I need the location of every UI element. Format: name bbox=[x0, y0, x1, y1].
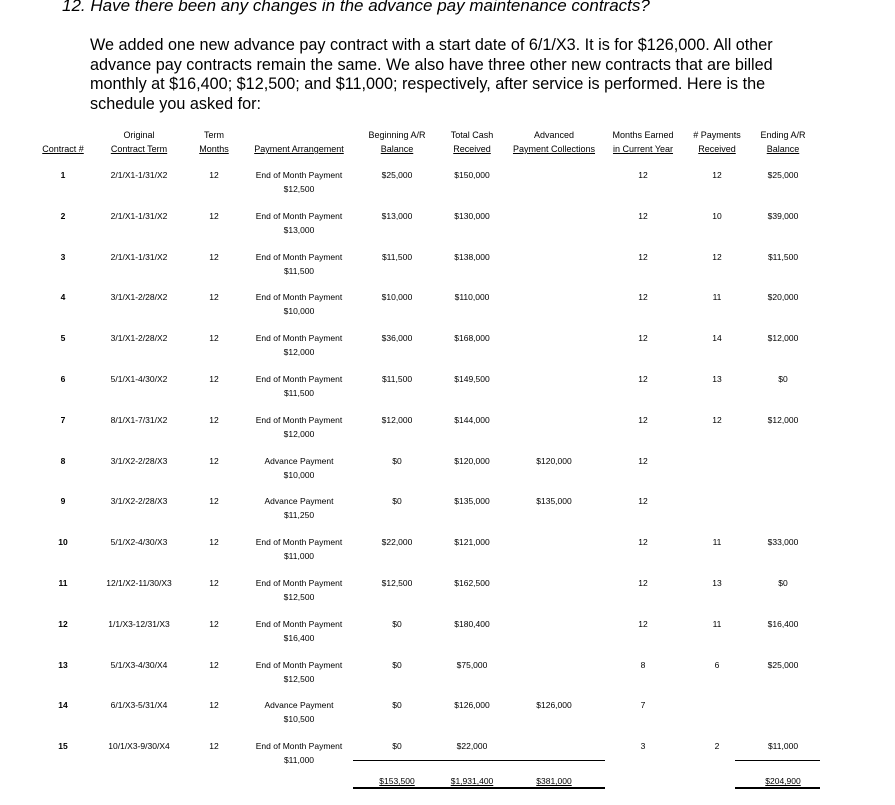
header-beginning bbox=[368, 128, 425, 156]
header-line-underlined: Contract Term bbox=[110, 144, 168, 154]
payment-amount: $12,500 bbox=[283, 183, 315, 194]
ending-ar: $11,000 bbox=[767, 741, 799, 751]
payment-arrangement bbox=[256, 659, 342, 686]
payment-amount: $12,500 bbox=[283, 673, 315, 684]
payment-arrangement bbox=[256, 169, 342, 196]
total-cash: $75,000 bbox=[456, 660, 488, 670]
ending-ar: $0 bbox=[778, 374, 788, 384]
months-earned: 12 bbox=[638, 374, 648, 384]
months-earned: 12 bbox=[638, 619, 648, 629]
term-months: 12 bbox=[209, 333, 219, 343]
total-cash: $149,500 bbox=[454, 374, 490, 384]
payments-received: 11 bbox=[712, 292, 722, 302]
months-earned: 12 bbox=[638, 456, 648, 466]
payment-amount: $10,500 bbox=[283, 713, 315, 724]
contract-term: 10/1/X3-9/30/X4 bbox=[108, 741, 170, 751]
header-line-underlined: Months bbox=[199, 144, 229, 154]
payment-arrangement bbox=[256, 210, 342, 237]
months-earned: 12 bbox=[638, 537, 648, 547]
beginning-ar: $36,000 bbox=[381, 333, 413, 343]
payments-received: 12 bbox=[712, 252, 722, 262]
beginning-ar: $0 bbox=[392, 741, 402, 751]
beginning-ar: $25,000 bbox=[381, 170, 413, 180]
term-months: 12 bbox=[209, 700, 219, 710]
beginning-ar: $10,000 bbox=[381, 292, 413, 302]
contract-term: 8/1/X1-7/31/X2 bbox=[110, 415, 168, 425]
header-line: Beginning A/R bbox=[368, 130, 426, 140]
double-underline bbox=[735, 787, 820, 789]
payment-amount: $12,500 bbox=[283, 591, 315, 602]
header-line bbox=[42, 128, 84, 142]
header-months bbox=[199, 128, 229, 156]
beginning-ar: $22,000 bbox=[381, 537, 413, 547]
payment-amount: $11,250 bbox=[283, 509, 315, 520]
total-cash: $110,000 bbox=[454, 292, 490, 302]
total-ending-ar: $204,900 bbox=[765, 776, 801, 786]
payment-type: End of Month Payment bbox=[255, 537, 343, 547]
term-months: 12 bbox=[209, 211, 219, 221]
payment-amount: $11,500 bbox=[283, 265, 315, 276]
months-earned: 12 bbox=[638, 578, 648, 588]
total-cash-received: $1,931,400 bbox=[450, 776, 494, 786]
contract-number: 13 bbox=[58, 660, 68, 670]
months-earned: 8 bbox=[640, 660, 646, 670]
beginning-ar: $12,500 bbox=[381, 578, 413, 588]
months-earned: 12 bbox=[638, 496, 648, 506]
ending-ar: $20,000 bbox=[767, 292, 799, 302]
header-line-underlined: Received bbox=[453, 144, 491, 154]
header-arrangement bbox=[254, 128, 344, 156]
payment-amount: $11,000 bbox=[283, 550, 315, 561]
payment-amount: $12,000 bbox=[283, 428, 315, 439]
term-months: 12 bbox=[209, 741, 219, 751]
payment-type: End of Month Payment bbox=[255, 374, 343, 384]
payment-amount: $16,400 bbox=[283, 632, 315, 643]
ending-ar: $16,400 bbox=[767, 619, 799, 629]
header-line-underlined: Received bbox=[698, 144, 736, 154]
payment-type: End of Month Payment bbox=[255, 415, 343, 425]
ending-ar: $25,000 bbox=[767, 660, 799, 670]
contract-term: 2/1/X1-1/31/X2 bbox=[110, 170, 168, 180]
total-cash: $168,000 bbox=[454, 333, 490, 343]
contract-number: 9 bbox=[60, 496, 66, 506]
header-line-underlined: Balance bbox=[766, 144, 800, 154]
advanced-payment: $120,000 bbox=[536, 456, 572, 466]
payment-arrangement bbox=[256, 414, 342, 441]
term-months: 12 bbox=[209, 292, 219, 302]
contract-number: 2 bbox=[60, 211, 66, 221]
header-ending bbox=[760, 128, 805, 156]
beginning-ar: $12,000 bbox=[381, 415, 413, 425]
payments-received: 13 bbox=[712, 578, 722, 588]
term-months: 12 bbox=[209, 456, 219, 466]
term-months: 12 bbox=[209, 578, 219, 588]
payment-type: Advance Payment bbox=[264, 700, 334, 710]
header-payments bbox=[693, 128, 741, 156]
sum-line bbox=[353, 760, 605, 761]
total-cash: $126,000 bbox=[454, 700, 490, 710]
total-cash: $180,400 bbox=[454, 619, 490, 629]
contract-number: 15 bbox=[58, 741, 68, 751]
total-cash: $162,500 bbox=[454, 578, 490, 588]
beginning-ar: $0 bbox=[392, 619, 402, 629]
term-months: 12 bbox=[209, 496, 219, 506]
payment-type: End of Month Payment bbox=[255, 170, 343, 180]
total-cash: $144,000 bbox=[454, 415, 490, 425]
contract-number: 8 bbox=[60, 456, 66, 466]
contract-term: 2/1/X1-1/31/X2 bbox=[110, 211, 168, 221]
payment-type: End of Month Payment bbox=[255, 252, 343, 262]
advanced-payment: $135,000 bbox=[536, 496, 572, 506]
beginning-ar: $11,500 bbox=[381, 252, 413, 262]
payments-received: 13 bbox=[712, 374, 722, 384]
contract-term: 5/1/X3-4/30/X4 bbox=[110, 660, 168, 670]
term-months: 12 bbox=[209, 170, 219, 180]
payment-type: End of Month Payment bbox=[255, 660, 343, 670]
ending-ar: $33,000 bbox=[767, 537, 799, 547]
months-earned: 12 bbox=[638, 252, 648, 262]
ending-ar: $12,000 bbox=[767, 415, 799, 425]
ending-ar: $11,500 bbox=[767, 252, 799, 262]
payment-arrangement bbox=[256, 332, 342, 359]
ending-ar: $0 bbox=[778, 578, 788, 588]
beginning-ar: $0 bbox=[392, 700, 402, 710]
beginning-ar: $11,500 bbox=[381, 374, 413, 384]
contract-term: 3/1/X2-2/28/X3 bbox=[110, 456, 168, 466]
total-cash: $121,000 bbox=[454, 537, 490, 547]
contract-number: 10 bbox=[58, 537, 68, 547]
contract-term: 5/1/X1-4/30/X2 bbox=[110, 374, 168, 384]
header-line: Term bbox=[203, 130, 224, 140]
payment-type: End of Month Payment bbox=[255, 333, 343, 343]
contract-term: 12/1/X2-11/30/X3 bbox=[106, 578, 172, 588]
contract-number: 1 bbox=[60, 170, 66, 180]
header-line: Ending A/R bbox=[760, 130, 806, 140]
months-earned: 12 bbox=[638, 333, 648, 343]
contract-number: 6 bbox=[60, 374, 66, 384]
contract-term: 6/1/X3-5/31/X4 bbox=[110, 700, 168, 710]
header-line-underlined: in Current Year bbox=[612, 144, 674, 154]
term-months: 12 bbox=[209, 537, 219, 547]
term-months: 12 bbox=[209, 415, 219, 425]
payments-received: 14 bbox=[712, 333, 722, 343]
months-earned: 12 bbox=[638, 292, 648, 302]
beginning-ar: $0 bbox=[392, 660, 402, 670]
months-earned: 7 bbox=[640, 700, 646, 710]
contract-number: 7 bbox=[60, 415, 66, 425]
header-earned bbox=[612, 128, 673, 156]
payment-arrangement bbox=[256, 536, 342, 563]
beginning-ar: $0 bbox=[392, 456, 402, 466]
question-heading: 12. Have there been any changes in the advance pay maintenance contracts? bbox=[62, 0, 650, 15]
payment-arrangement bbox=[256, 291, 342, 318]
header-line-underlined: Contract # bbox=[42, 144, 84, 154]
payments-received: 2 bbox=[714, 741, 720, 751]
payment-type: End of Month Payment bbox=[255, 741, 343, 751]
total-cash: $120,000 bbox=[454, 456, 490, 466]
header-line: # Payments bbox=[693, 130, 741, 140]
payment-amount: $11,000 bbox=[283, 754, 315, 765]
header-advanced bbox=[513, 128, 595, 156]
total-cash: $130,000 bbox=[454, 211, 490, 221]
payment-arrangement bbox=[256, 373, 342, 400]
total-cash: $135,000 bbox=[454, 496, 490, 506]
payment-amount: $13,000 bbox=[283, 224, 315, 235]
payment-arrangement bbox=[265, 455, 334, 482]
term-months: 12 bbox=[209, 660, 219, 670]
total-cash: $138,000 bbox=[454, 252, 490, 262]
payment-type: Advance Payment bbox=[264, 456, 334, 466]
contract-term: 2/1/X1-1/31/X2 bbox=[110, 252, 168, 262]
contract-number: 12 bbox=[58, 619, 68, 629]
payment-type: Advance Payment bbox=[264, 496, 334, 506]
payments-received: 6 bbox=[714, 660, 720, 670]
payment-amount: $10,000 bbox=[283, 469, 315, 480]
header-term bbox=[111, 128, 167, 156]
double-underline bbox=[353, 787, 605, 789]
ending-ar: $39,000 bbox=[767, 211, 799, 221]
payment-amount: $12,000 bbox=[283, 346, 315, 357]
contract-number: 11 bbox=[58, 578, 68, 588]
payment-amount: $11,500 bbox=[283, 387, 315, 398]
contract-term: 3/1/X1-2/28/X2 bbox=[110, 292, 168, 302]
term-months: 12 bbox=[209, 252, 219, 262]
header-line bbox=[254, 128, 344, 142]
contract-number: 5 bbox=[60, 333, 66, 343]
payments-received: 12 bbox=[712, 415, 722, 425]
months-earned: 12 bbox=[638, 211, 648, 221]
payment-arrangement bbox=[256, 618, 342, 645]
payments-received: 12 bbox=[712, 170, 722, 180]
contract-term: 5/1/X2-4/30/X3 bbox=[110, 537, 168, 547]
months-earned: 3 bbox=[640, 741, 646, 751]
payment-type: End of Month Payment bbox=[255, 619, 343, 629]
total-cash: $150,000 bbox=[454, 170, 490, 180]
contract-term: 3/1/X2-2/28/X3 bbox=[110, 496, 168, 506]
intro-paragraph: We added one new advance pay contract with a start date of 6/1/X3. It is for $126,000. All other advance pay contracts remain the same. We also have three other new contracts that are billed monthly at $16,400; $12,500; and $11,000; respectively, after service is performed. Here is the schedule you asked for: bbox=[90, 36, 773, 113]
contract-number: 3 bbox=[60, 252, 66, 262]
payment-type: End of Month Payment bbox=[255, 578, 343, 588]
contract-term: 1/1/X3-12/31/X3 bbox=[108, 619, 170, 629]
ending-ar: $25,000 bbox=[767, 170, 799, 180]
header-line-underlined: Payment Collections bbox=[512, 144, 596, 154]
sum-line bbox=[735, 760, 820, 761]
header-line-underlined: Balance bbox=[380, 144, 414, 154]
payments-received: 11 bbox=[712, 619, 722, 629]
header-cash bbox=[451, 128, 494, 156]
total-beginning-ar: $153,500 bbox=[379, 776, 415, 786]
header-line: Months Earned bbox=[612, 130, 674, 140]
payment-arrangement bbox=[256, 577, 342, 604]
payments-received: 11 bbox=[712, 537, 722, 547]
header-line: Total Cash bbox=[450, 130, 494, 140]
beginning-ar: $0 bbox=[392, 496, 402, 506]
payment-arrangement bbox=[265, 699, 334, 726]
payment-arrangement bbox=[256, 251, 342, 278]
ending-ar: $12,000 bbox=[767, 333, 799, 343]
advanced-payment: $126,000 bbox=[536, 700, 572, 710]
payment-type: End of Month Payment bbox=[255, 292, 343, 302]
payment-type: End of Month Payment bbox=[255, 211, 343, 221]
term-months: 12 bbox=[209, 374, 219, 384]
beginning-ar: $13,000 bbox=[381, 211, 413, 221]
contract-term: 3/1/X1-2/28/X2 bbox=[110, 333, 168, 343]
payment-amount: $10,000 bbox=[283, 305, 315, 316]
header-line: Advanced bbox=[533, 130, 575, 140]
header-line-underlined: Payment Arrangement bbox=[254, 144, 344, 154]
months-earned: 12 bbox=[638, 170, 648, 180]
contract-number: 4 bbox=[60, 292, 66, 302]
header-line: Original bbox=[123, 130, 155, 140]
months-earned: 12 bbox=[638, 415, 648, 425]
term-months: 12 bbox=[209, 619, 219, 629]
payment-arrangement bbox=[256, 740, 342, 767]
total-cash: $22,000 bbox=[456, 741, 488, 751]
contract-number: 14 bbox=[58, 700, 68, 710]
payment-arrangement bbox=[265, 495, 334, 522]
header-contract bbox=[42, 128, 84, 156]
total-advanced-payments: $381,000 bbox=[536, 776, 572, 786]
payments-received: 10 bbox=[712, 211, 722, 221]
